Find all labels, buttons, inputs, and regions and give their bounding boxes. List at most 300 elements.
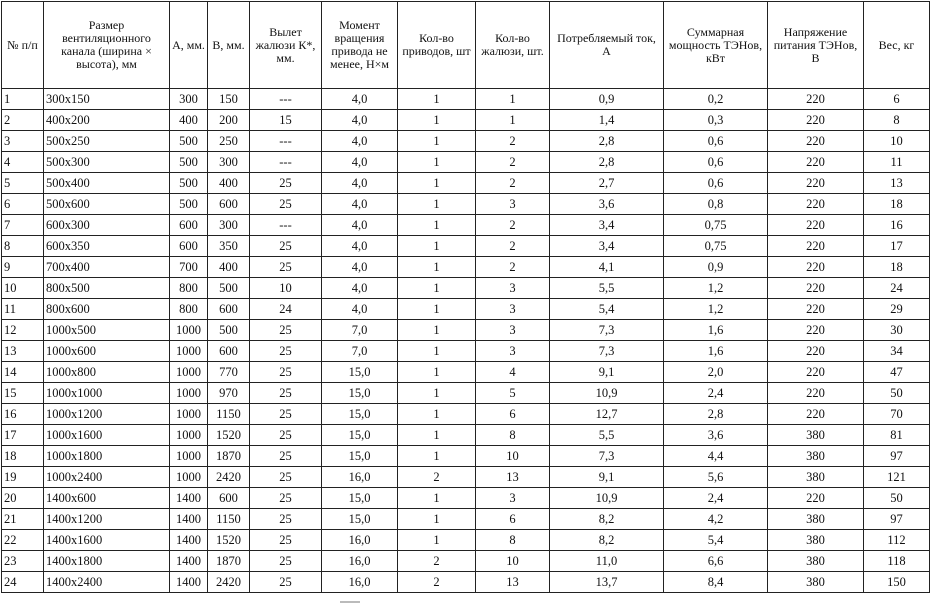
cell-actuator-count: 1 xyxy=(398,173,476,194)
table-row xyxy=(2,215,930,236)
cell-torque: 16,0 xyxy=(322,551,398,572)
cell-louver-overhang: 25 xyxy=(250,509,322,530)
cell-b: 2420 xyxy=(208,467,250,488)
table-row xyxy=(2,173,930,194)
cell-louver-overhang: 25 xyxy=(250,236,322,257)
cell-weight: 18 xyxy=(864,194,930,215)
table-row xyxy=(2,131,930,152)
header-cell-b: В, мм. xyxy=(208,2,250,89)
cell-heater-voltage: 220 xyxy=(768,236,864,257)
cell-duct-size: 700x400 xyxy=(44,257,170,278)
cell-number: 24 xyxy=(2,572,44,593)
cell-number: 16 xyxy=(2,404,44,425)
header-cell-heater-power: Суммарная мощность ТЭНов, кВт xyxy=(664,2,768,89)
cell-heater-voltage: 220 xyxy=(768,194,864,215)
cell-a: 1400 xyxy=(170,572,208,593)
cell-number: 13 xyxy=(2,341,44,362)
cell-heater-power: 1,6 xyxy=(664,341,768,362)
cell-heater-voltage: 220 xyxy=(768,383,864,404)
cell-duct-size: 1400x600 xyxy=(44,488,170,509)
cell-duct-size: 1400x1600 xyxy=(44,530,170,551)
cell-heater-power: 2,0 xyxy=(664,362,768,383)
cell-weight: 97 xyxy=(864,446,930,467)
cell-weight: 118 xyxy=(864,551,930,572)
cell-louver-count: 3 xyxy=(476,341,550,362)
cell-weight: 121 xyxy=(864,467,930,488)
cell-current: 12,7 xyxy=(550,404,664,425)
cell-current: 0,9 xyxy=(550,89,664,110)
cell-a: 400 xyxy=(170,110,208,131)
cell-louver-count: 5 xyxy=(476,383,550,404)
cell-louver-overhang: 25 xyxy=(250,404,322,425)
cell-b: 300 xyxy=(208,215,250,236)
cell-number: 20 xyxy=(2,488,44,509)
header-cell-number: № п/п xyxy=(2,2,44,89)
cell-duct-size: 1000x1600 xyxy=(44,425,170,446)
cell-louver-overhang: --- xyxy=(250,215,322,236)
table-row xyxy=(2,404,930,425)
cell-number: 17 xyxy=(2,425,44,446)
cell-a: 800 xyxy=(170,278,208,299)
cell-heater-power: 1,6 xyxy=(664,320,768,341)
cell-heater-voltage: 220 xyxy=(768,173,864,194)
cell-duct-size: 1000x500 xyxy=(44,320,170,341)
table-row xyxy=(2,278,930,299)
cell-current: 8,2 xyxy=(550,530,664,551)
cell-a: 1000 xyxy=(170,341,208,362)
cell-heater-power: 0,75 xyxy=(664,236,768,257)
header-cell-actuator-count: Кол-во приводов, шт xyxy=(398,2,476,89)
cell-current: 2,8 xyxy=(550,152,664,173)
cell-weight: 18 xyxy=(864,257,930,278)
cell-number: 2 xyxy=(2,110,44,131)
cell-heater-voltage: 220 xyxy=(768,320,864,341)
cell-actuator-count: 1 xyxy=(398,530,476,551)
cell-duct-size: 1400x1200 xyxy=(44,509,170,530)
table-row xyxy=(2,341,930,362)
cell-heater-power: 0,8 xyxy=(664,194,768,215)
table-row xyxy=(2,89,930,110)
cell-heater-power: 5,6 xyxy=(664,467,768,488)
cell-actuator-count: 2 xyxy=(398,551,476,572)
header-cell-a: А, мм. xyxy=(170,2,208,89)
cell-heater-power: 2,8 xyxy=(664,404,768,425)
header-cell-duct-size: Размер вентиляционного канала (ширина × высота), мм xyxy=(44,2,170,89)
cell-b: 400 xyxy=(208,257,250,278)
cell-heater-voltage: 220 xyxy=(768,89,864,110)
cell-duct-size: 1000x1800 xyxy=(44,446,170,467)
cell-torque: 16,0 xyxy=(322,530,398,551)
cell-current: 7,3 xyxy=(550,446,664,467)
table-row xyxy=(2,320,930,341)
cell-duct-size: 500x300 xyxy=(44,152,170,173)
cell-duct-size: 600x300 xyxy=(44,215,170,236)
cell-louver-count: 4 xyxy=(476,362,550,383)
cell-heater-voltage: 380 xyxy=(768,446,864,467)
cell-louver-count: 10 xyxy=(476,551,550,572)
cell-heater-voltage: 220 xyxy=(768,257,864,278)
cell-b: 200 xyxy=(208,110,250,131)
cell-actuator-count: 2 xyxy=(398,572,476,593)
cell-actuator-count: 1 xyxy=(398,152,476,173)
cell-number: 11 xyxy=(2,299,44,320)
cell-torque: 4,0 xyxy=(322,152,398,173)
cell-heater-power: 2,4 xyxy=(664,488,768,509)
cell-current: 2,8 xyxy=(550,131,664,152)
header-cell-louver-count: Кол-во жалюзи, шт. xyxy=(476,2,550,89)
cell-number: 5 xyxy=(2,173,44,194)
cell-louver-count: 2 xyxy=(476,173,550,194)
cell-a: 1400 xyxy=(170,509,208,530)
cell-louver-count: 1 xyxy=(476,110,550,131)
cell-weight: 47 xyxy=(864,362,930,383)
cell-duct-size: 800x500 xyxy=(44,278,170,299)
cell-b: 2420 xyxy=(208,572,250,593)
cell-actuator-count: 1 xyxy=(398,194,476,215)
cell-louver-overhang: 25 xyxy=(250,572,322,593)
cell-louver-count: 3 xyxy=(476,194,550,215)
cell-louver-count: 2 xyxy=(476,236,550,257)
cell-number: 3 xyxy=(2,131,44,152)
cell-number: 8 xyxy=(2,236,44,257)
cell-torque: 15,0 xyxy=(322,383,398,404)
cell-a: 600 xyxy=(170,236,208,257)
cell-b: 600 xyxy=(208,488,250,509)
header-cell-louver-overhang: Вылет жалюзи К*, мм. xyxy=(250,2,322,89)
cell-louver-overhang: 25 xyxy=(250,257,322,278)
cell-torque: 7,0 xyxy=(322,341,398,362)
cell-heater-voltage: 380 xyxy=(768,551,864,572)
cell-b: 600 xyxy=(208,194,250,215)
cell-actuator-count: 1 xyxy=(398,362,476,383)
cell-weight: 16 xyxy=(864,215,930,236)
cell-torque: 4,0 xyxy=(322,299,398,320)
cell-actuator-count: 1 xyxy=(398,425,476,446)
cell-number: 4 xyxy=(2,152,44,173)
cell-weight: 50 xyxy=(864,488,930,509)
cell-louver-count: 10 xyxy=(476,446,550,467)
cell-current: 13,7 xyxy=(550,572,664,593)
cell-current: 3,4 xyxy=(550,215,664,236)
cell-louver-count: 6 xyxy=(476,404,550,425)
cell-b: 1520 xyxy=(208,530,250,551)
cell-torque: 15,0 xyxy=(322,488,398,509)
cell-a: 800 xyxy=(170,299,208,320)
cell-weight: 50 xyxy=(864,383,930,404)
header-cell-torque: Момент вращения привода не менее, Н×м xyxy=(322,2,398,89)
header-row xyxy=(2,2,930,89)
cell-heater-power: 3,6 xyxy=(664,425,768,446)
cell-heater-power: 0,6 xyxy=(664,173,768,194)
cell-weight: 70 xyxy=(864,404,930,425)
cell-duct-size: 500x600 xyxy=(44,194,170,215)
cell-number: 15 xyxy=(2,383,44,404)
table-row xyxy=(2,488,930,509)
cell-heater-power: 0,6 xyxy=(664,152,768,173)
table-body xyxy=(2,89,930,593)
cell-weight: 150 xyxy=(864,572,930,593)
cell-torque: 4,0 xyxy=(322,278,398,299)
cell-torque: 4,0 xyxy=(322,89,398,110)
cell-weight: 17 xyxy=(864,236,930,257)
cell-duct-size: 500x400 xyxy=(44,173,170,194)
cell-louver-overhang: 25 xyxy=(250,194,322,215)
cell-heater-voltage: 220 xyxy=(768,299,864,320)
cell-torque: 4,0 xyxy=(322,236,398,257)
cell-weight: 11 xyxy=(864,152,930,173)
cell-current: 7,3 xyxy=(550,341,664,362)
cell-weight: 24 xyxy=(864,278,930,299)
cell-torque: 15,0 xyxy=(322,404,398,425)
cell-b: 300 xyxy=(208,152,250,173)
cell-number: 14 xyxy=(2,362,44,383)
cell-number: 1 xyxy=(2,89,44,110)
cell-torque: 4,0 xyxy=(322,173,398,194)
table-row xyxy=(2,362,930,383)
cell-a: 500 xyxy=(170,173,208,194)
cell-current: 1,4 xyxy=(550,110,664,131)
cell-a: 1400 xyxy=(170,551,208,572)
cell-louver-overhang: 15 xyxy=(250,110,322,131)
cell-torque: 16,0 xyxy=(322,467,398,488)
cell-duct-size: 300x150 xyxy=(44,89,170,110)
cell-actuator-count: 1 xyxy=(398,488,476,509)
cell-current: 2,7 xyxy=(550,173,664,194)
cell-b: 1150 xyxy=(208,404,250,425)
cell-a: 1000 xyxy=(170,404,208,425)
cell-duct-size: 800x600 xyxy=(44,299,170,320)
cell-heater-power: 0,6 xyxy=(664,131,768,152)
cell-current: 9,1 xyxy=(550,467,664,488)
cell-louver-count: 2 xyxy=(476,257,550,278)
cell-heater-voltage: 220 xyxy=(768,278,864,299)
cell-heater-power: 4,4 xyxy=(664,446,768,467)
cell-a: 300 xyxy=(170,89,208,110)
cell-weight: 10 xyxy=(864,131,930,152)
cell-b: 500 xyxy=(208,278,250,299)
table-row xyxy=(2,530,930,551)
cell-heater-power: 6,6 xyxy=(664,551,768,572)
cell-weight: 6 xyxy=(864,89,930,110)
cell-number: 9 xyxy=(2,257,44,278)
cell-current: 9,1 xyxy=(550,362,664,383)
cell-heater-voltage: 220 xyxy=(768,362,864,383)
cell-number: 10 xyxy=(2,278,44,299)
cell-current: 8,2 xyxy=(550,509,664,530)
cell-heater-power: 0,9 xyxy=(664,257,768,278)
cell-current: 5,4 xyxy=(550,299,664,320)
cell-torque: 7,0 xyxy=(322,320,398,341)
cell-current: 10,9 xyxy=(550,383,664,404)
cell-a: 1000 xyxy=(170,383,208,404)
cell-louver-overhang: 25 xyxy=(250,446,322,467)
cell-a: 1400 xyxy=(170,530,208,551)
cell-heater-voltage: 380 xyxy=(768,530,864,551)
table-row xyxy=(2,425,930,446)
cell-heater-power: 0,2 xyxy=(664,89,768,110)
cell-a: 500 xyxy=(170,131,208,152)
cell-b: 250 xyxy=(208,131,250,152)
cell-heater-voltage: 380 xyxy=(768,572,864,593)
cell-actuator-count: 1 xyxy=(398,236,476,257)
header-cell-weight: Вес, кг xyxy=(864,2,930,89)
cell-actuator-count: 1 xyxy=(398,404,476,425)
cell-actuator-count: 1 xyxy=(398,509,476,530)
cell-a: 700 xyxy=(170,257,208,278)
table-row xyxy=(2,446,930,467)
cell-number: 18 xyxy=(2,446,44,467)
cell-louver-overhang: 25 xyxy=(250,320,322,341)
cell-torque: 4,0 xyxy=(322,215,398,236)
cell-louver-overhang: 25 xyxy=(250,173,322,194)
cell-number: 19 xyxy=(2,467,44,488)
cell-a: 1000 xyxy=(170,425,208,446)
table-row xyxy=(2,194,930,215)
cell-heater-power: 4,2 xyxy=(664,509,768,530)
cell-actuator-count: 1 xyxy=(398,257,476,278)
cell-weight: 29 xyxy=(864,299,930,320)
cell-current: 7,3 xyxy=(550,320,664,341)
cell-number: 7 xyxy=(2,215,44,236)
cell-b: 600 xyxy=(208,299,250,320)
cell-heater-power: 5,4 xyxy=(664,530,768,551)
cell-louver-overhang: --- xyxy=(250,152,322,173)
cell-a: 500 xyxy=(170,194,208,215)
cell-duct-size: 400x200 xyxy=(44,110,170,131)
table-row xyxy=(2,110,930,131)
cell-current: 5,5 xyxy=(550,278,664,299)
cell-number: 23 xyxy=(2,551,44,572)
cell-b: 500 xyxy=(208,320,250,341)
cell-louver-overhang: 25 xyxy=(250,383,322,404)
cell-duct-size: 1000x600 xyxy=(44,341,170,362)
cell-torque: 16,0 xyxy=(322,572,398,593)
cell-louver-overhang: --- xyxy=(250,89,322,110)
cell-duct-size: 1000x2400 xyxy=(44,467,170,488)
cell-louver-overhang: 25 xyxy=(250,530,322,551)
cell-torque: 15,0 xyxy=(322,446,398,467)
cell-weight: 97 xyxy=(864,509,930,530)
cell-number: 22 xyxy=(2,530,44,551)
cell-current: 11,0 xyxy=(550,551,664,572)
cell-current: 3,4 xyxy=(550,236,664,257)
cell-louver-count: 2 xyxy=(476,152,550,173)
table-row xyxy=(2,257,930,278)
cell-heater-voltage: 220 xyxy=(768,404,864,425)
cell-heater-voltage: 380 xyxy=(768,467,864,488)
cell-torque: 4,0 xyxy=(322,257,398,278)
cell-louver-count: 8 xyxy=(476,425,550,446)
cell-b: 350 xyxy=(208,236,250,257)
table-row xyxy=(2,509,930,530)
cell-heater-power: 8,4 xyxy=(664,572,768,593)
cell-heater-power: 0,3 xyxy=(664,110,768,131)
cell-torque: 4,0 xyxy=(322,194,398,215)
table-row xyxy=(2,383,930,404)
cell-louver-overhang: 25 xyxy=(250,425,322,446)
cell-louver-count: 2 xyxy=(476,131,550,152)
cell-louver-overhang: 25 xyxy=(250,467,322,488)
table-row xyxy=(2,551,930,572)
cell-number: 6 xyxy=(2,194,44,215)
cell-heater-power: 2,4 xyxy=(664,383,768,404)
cell-duct-size: 1400x1800 xyxy=(44,551,170,572)
cell-louver-overhang: 10 xyxy=(250,278,322,299)
cell-actuator-count: 1 xyxy=(398,215,476,236)
cell-heater-voltage: 220 xyxy=(768,215,864,236)
cell-b: 1150 xyxy=(208,509,250,530)
cell-louver-count: 1 xyxy=(476,89,550,110)
cell-weight: 30 xyxy=(864,320,930,341)
cell-actuator-count: 1 xyxy=(398,110,476,131)
spec-table xyxy=(1,1,930,593)
cell-louver-overhang: 25 xyxy=(250,341,322,362)
cell-number: 21 xyxy=(2,509,44,530)
cell-duct-size: 1400x2400 xyxy=(44,572,170,593)
cell-actuator-count: 1 xyxy=(398,131,476,152)
cell-actuator-count: 1 xyxy=(398,89,476,110)
cell-heater-power: 1,2 xyxy=(664,299,768,320)
cell-heater-voltage: 380 xyxy=(768,509,864,530)
cell-weight: 13 xyxy=(864,173,930,194)
table-row xyxy=(2,572,930,593)
cell-a: 500 xyxy=(170,152,208,173)
cell-louver-count: 6 xyxy=(476,509,550,530)
cell-heater-power: 1,2 xyxy=(664,278,768,299)
cell-louver-count: 3 xyxy=(476,488,550,509)
cell-louver-count: 13 xyxy=(476,572,550,593)
cell-actuator-count: 2 xyxy=(398,467,476,488)
cell-current: 5,5 xyxy=(550,425,664,446)
cell-louver-count: 3 xyxy=(476,299,550,320)
header-cell-heater-voltage: Напряжение питания ТЭНов, В xyxy=(768,2,864,89)
cell-actuator-count: 1 xyxy=(398,278,476,299)
cell-actuator-count: 1 xyxy=(398,341,476,362)
cell-b: 400 xyxy=(208,173,250,194)
cell-louver-overhang: 24 xyxy=(250,299,322,320)
cell-duct-size: 600x350 xyxy=(44,236,170,257)
cell-b: 150 xyxy=(208,89,250,110)
table-row xyxy=(2,299,930,320)
cell-a: 1000 xyxy=(170,362,208,383)
cell-weight: 112 xyxy=(864,530,930,551)
table-row xyxy=(2,152,930,173)
cell-current: 4,1 xyxy=(550,257,664,278)
cell-duct-size: 1000x1200 xyxy=(44,404,170,425)
cell-heater-voltage: 220 xyxy=(768,341,864,362)
cell-b: 600 xyxy=(208,341,250,362)
cell-louver-overhang: --- xyxy=(250,131,322,152)
cell-b: 770 xyxy=(208,362,250,383)
cell-louver-count: 3 xyxy=(476,320,550,341)
cell-current: 3,6 xyxy=(550,194,664,215)
cell-heater-voltage: 220 xyxy=(768,131,864,152)
cell-duct-size: 500x250 xyxy=(44,131,170,152)
cell-b: 1520 xyxy=(208,425,250,446)
cell-louver-overhang: 25 xyxy=(250,488,322,509)
cell-heater-voltage: 220 xyxy=(768,488,864,509)
cell-b: 970 xyxy=(208,383,250,404)
cell-louver-count: 3 xyxy=(476,278,550,299)
cell-weight: 34 xyxy=(864,341,930,362)
cell-a: 600 xyxy=(170,215,208,236)
cell-actuator-count: 1 xyxy=(398,383,476,404)
cell-heater-power: 0,75 xyxy=(664,215,768,236)
cell-current: 10,9 xyxy=(550,488,664,509)
cell-duct-size: 1000x1000 xyxy=(44,383,170,404)
cell-torque: 4,0 xyxy=(322,131,398,152)
cell-actuator-count: 1 xyxy=(398,446,476,467)
